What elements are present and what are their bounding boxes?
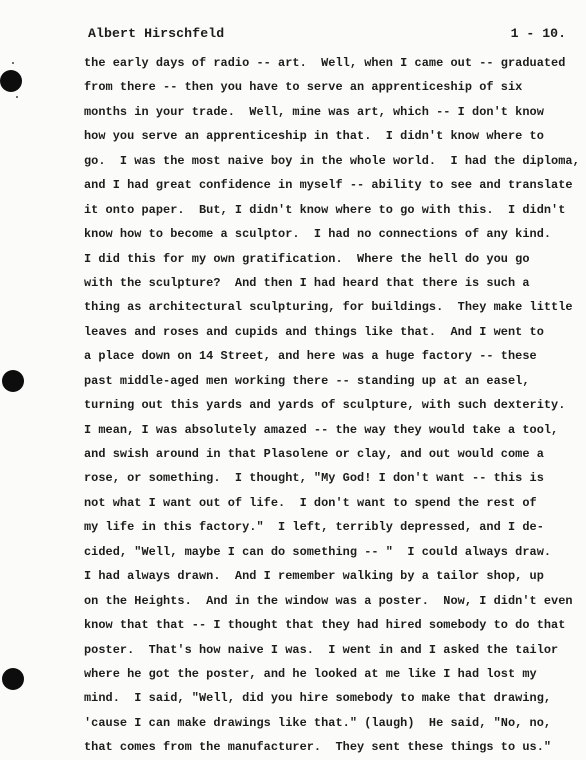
transcript-line: where he got the poster, and he looked at me like I had lost my: [84, 666, 537, 681]
transcript-line: and I had great confidence in myself -- ability to see and translate: [84, 178, 573, 193]
transcript-line: the early days of radio -- art. Well, when I came out -- graduated: [84, 56, 566, 70]
transcript-line: my life in this factory." I left, terribly depressed, and I de-: [84, 520, 544, 535]
transcript-line: on the Heights. And in the window was a poster. Now, I didn't even: [84, 593, 573, 608]
transcript-line: I had always drawn. And I remember walking by a tailor shop, up: [84, 569, 544, 584]
transcript-line: I mean, I was absolutely amazed -- the way they would take a tool,: [84, 422, 559, 437]
transcript-line: it onto paper. But, I didn't know where to go with this. I didn't: [84, 202, 566, 217]
transcript-line: I did this for my own gratification. Where the hell do you go: [84, 251, 530, 266]
transcript-line: 'cause I can make drawings like that." (laugh) He said, "No, no,: [84, 715, 552, 730]
transcript-line: from there -- then you have to serve an apprenticeship of six: [84, 80, 523, 95]
transcript-line: thing as architectural sculpturing, for buildings. They make little: [84, 300, 573, 315]
binder-hole-top: [0, 70, 22, 92]
binder-hole-bottom: [2, 668, 24, 690]
scan-speck: [12, 62, 14, 64]
transcript-line: poster. That's how naive I was. I went in and I asked the tailor: [84, 642, 559, 657]
transcript-line: not what I want out of life. I don't want to spend the rest of: [84, 495, 537, 510]
transcript-line: a place down on 14 Street, and here was a huge factory -- these: [84, 349, 537, 364]
transcript-line: leaves and roses and cupids and things like that. And I went to: [84, 324, 544, 339]
transcript-line: cided, "Well, maybe I can do something -- " I could always draw.: [84, 544, 552, 559]
transcript-line: turning out this yards and yards of sculpture, with such dexterity.: [84, 398, 566, 413]
transcript-line: how you serve an apprenticeship in that. I didn't know where to: [84, 129, 544, 144]
transcript-line: mind. I said, "Well, did you hire somebody to make that drawing,: [84, 691, 552, 706]
page-number: 1 - 10.: [510, 26, 566, 41]
transcript-line: past middle-aged men working there -- standing up at an easel,: [84, 373, 530, 388]
transcript-line: know how to become a sculptor. I had no connections of any kind.: [84, 227, 552, 242]
transcript-body: [84, 51, 580, 760]
transcript-line: go. I was the most naive boy in the whole world. I had the diploma,: [84, 153, 580, 168]
transcript-line: with the sculpture? And then I had heard that there is such a: [84, 275, 530, 290]
scan-speck: [16, 96, 18, 98]
interviewee-name: Albert Hirschfeld: [88, 26, 225, 41]
binder-hole-middle: [2, 370, 24, 392]
transcript-line: that comes from the manufacturer. They sent these things to us.": [84, 740, 552, 755]
transcript-line: rose, or something. I thought, "My God! I don't want -- this is: [84, 471, 544, 486]
transcript-line: months in your trade. Well, mine was art, which -- I don't know: [84, 104, 544, 119]
transcript-line: and swish around in that Plasolene or clay, and out would come a: [84, 447, 544, 461]
transcript-line: know that that -- I thought that they had hired somebody to do that: [84, 618, 566, 633]
